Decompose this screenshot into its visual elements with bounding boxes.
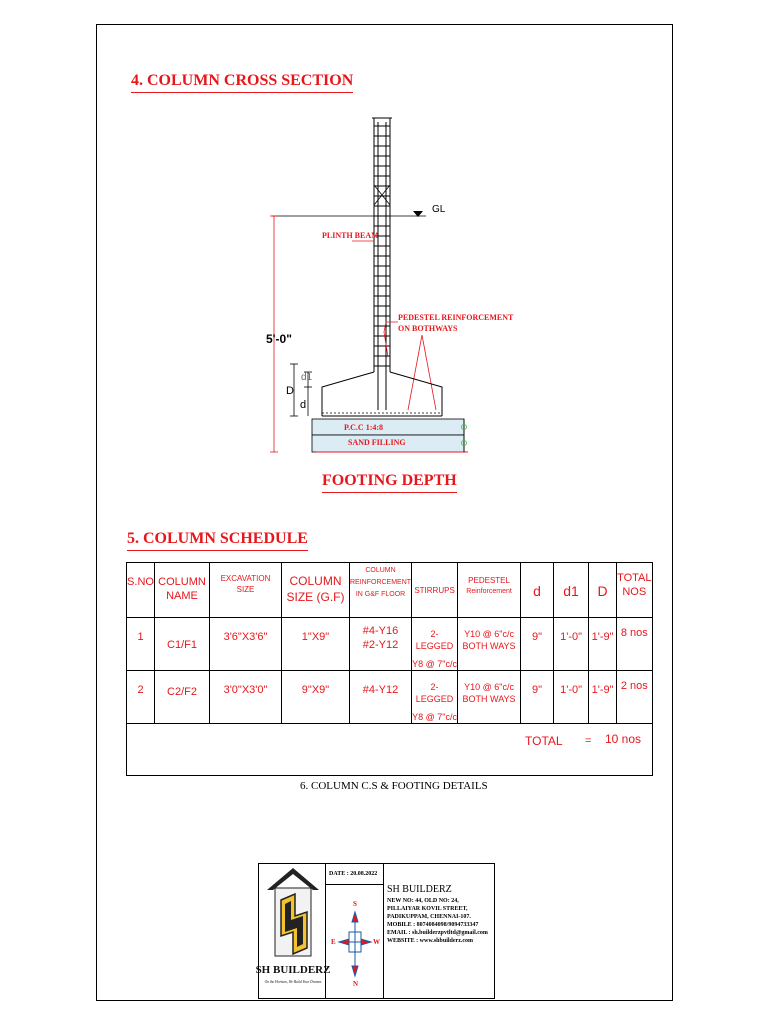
header-total: TOTAL NOS — [617, 563, 652, 618]
plinth-beam-label: PLINTH BEAM — [322, 231, 379, 240]
d1-label: d1 — [301, 372, 313, 383]
header-column-name: COLUMN NAME — [155, 563, 210, 618]
column-cross-section-drawing — [250, 110, 514, 465]
svg-text:On the Horizon, We Build Your: On the Horizon, We Build Your Dreams — [264, 980, 322, 984]
row-2-reinforcement: #4-Y12 — [362, 684, 399, 696]
pedestal-label-2: ON BOTHWAYS — [398, 324, 458, 333]
row-1-total: 8 nos — [620, 627, 648, 639]
header-D: D — [589, 563, 617, 618]
row-1-excavation: 3'6"X3'6" — [223, 631, 268, 643]
section-4-title: 4. COLUMN CROSS SECTION — [131, 72, 353, 90]
row-1-name: C1/F1 — [167, 639, 197, 651]
row-1-pedestal: Y10 @ 6"c/c BOTH WAYS — [462, 629, 516, 651]
row-2-size: 9"X9" — [301, 684, 330, 696]
row-1-stirrups: 2-LEGGED Y8 @ 7"c/c — [412, 629, 457, 669]
row-1-reinforcement: #4-Y16 #2-Y12 — [362, 625, 399, 651]
total-label: TOTAL — [525, 734, 563, 748]
footing-outline — [322, 372, 442, 416]
beam-cross — [374, 185, 390, 205]
header-d: d — [521, 563, 554, 618]
address-line-2: PILLAIYAR KOVIL STREET, — [387, 906, 468, 912]
row-2-excavation: 3'0"X3'0" — [223, 684, 268, 696]
email-line: EMAIL : sh.builderzpvtltd@gmail.com — [387, 930, 488, 936]
website-line: WEBSITE : www.shbuilderz.com — [387, 938, 474, 944]
row-2-D: 1'-9" — [591, 684, 614, 696]
table-row — [127, 671, 653, 724]
row-1-d1: 1'-0" — [560, 631, 583, 643]
svg-text:N: N — [353, 980, 359, 988]
header-pedestal: PEDESTEL Reinforcement — [458, 563, 521, 618]
row-2-sno: 2 — [137, 684, 144, 696]
row-2-name: C2/F2 — [167, 686, 197, 698]
svg-text:SH BUILDERZ: SH BUILDERZ — [255, 964, 331, 976]
stirrup-ticks — [374, 126, 390, 366]
compass-icon — [329, 894, 381, 994]
header-stirrups: STIRRUPS — [412, 563, 458, 618]
sh-builderz-logo — [255, 866, 331, 996]
footing-depth-title: FOOTING DEPTH — [322, 472, 457, 490]
d-label: d — [300, 399, 307, 411]
pedestal-leaders — [384, 322, 436, 410]
row-2-d: 9" — [532, 684, 543, 696]
gl-label: GL — [432, 204, 446, 215]
svg-text:E: E — [331, 938, 336, 946]
depth-label: 5'-0" — [266, 332, 292, 346]
table-row — [127, 618, 653, 671]
firm-name: SH BUILDERZ — [387, 884, 452, 895]
section-6-caption: 6. COLUMN C.S & FOOTING DETAILS — [300, 780, 488, 792]
total-equals: = — [585, 735, 592, 747]
header-d1: d1 — [554, 563, 589, 618]
section-5-title: 5. COLUMN SCHEDULE — [127, 530, 308, 548]
title-block — [255, 863, 495, 999]
row-2-pedestal: Y10 @ 6"c/c BOTH WAYS — [462, 682, 516, 704]
date-label: DATE : 20.08.2022 — [329, 871, 378, 877]
header-excavation: EXCAVATION SIZE — [210, 563, 282, 618]
total-row — [127, 724, 653, 776]
D-label: D — [286, 385, 294, 397]
row-1-size: 1"X9" — [301, 631, 330, 643]
pcc-layer — [312, 419, 464, 435]
pedestal-label-1: PEDESTEL REINFORCEMENT — [398, 313, 514, 322]
mobile-line: MOBILE : 8074084098/9094733347 — [387, 922, 479, 928]
row-2-total: 2 nos — [620, 680, 648, 692]
firm-details — [387, 884, 493, 945]
header-column-size: COLUMN SIZE (G.F) — [282, 563, 350, 618]
row-1-D: 1'-9" — [591, 631, 614, 643]
sand-label: SAND FILLING — [348, 438, 406, 447]
row-2-d1: 1'-0" — [560, 684, 583, 696]
address-line-1: NEW NO: 44, OLD NO: 24, — [387, 898, 459, 904]
pcc-label: P.C.C 1:4:8 — [344, 423, 384, 432]
row-1-d: 9" — [532, 631, 543, 643]
header-reinforcement: COLUMN REINFORCEMENT IN G&F FLOOR — [350, 563, 412, 618]
row-1-sno: 1 — [137, 631, 144, 643]
svg-text:W: W — [373, 938, 380, 946]
total-value: 10 nos — [605, 732, 642, 746]
svg-text:S: S — [353, 900, 357, 908]
header-sno: S.NO — [127, 563, 155, 618]
column-schedule-table — [126, 562, 653, 776]
table-header-row — [127, 563, 653, 618]
address-line-3: PADIKUPPAM, CHENNAI-107. — [387, 914, 471, 920]
row-2-stirrups: 2-LEGGED Y8 @ 7"c/c — [412, 682, 457, 722]
